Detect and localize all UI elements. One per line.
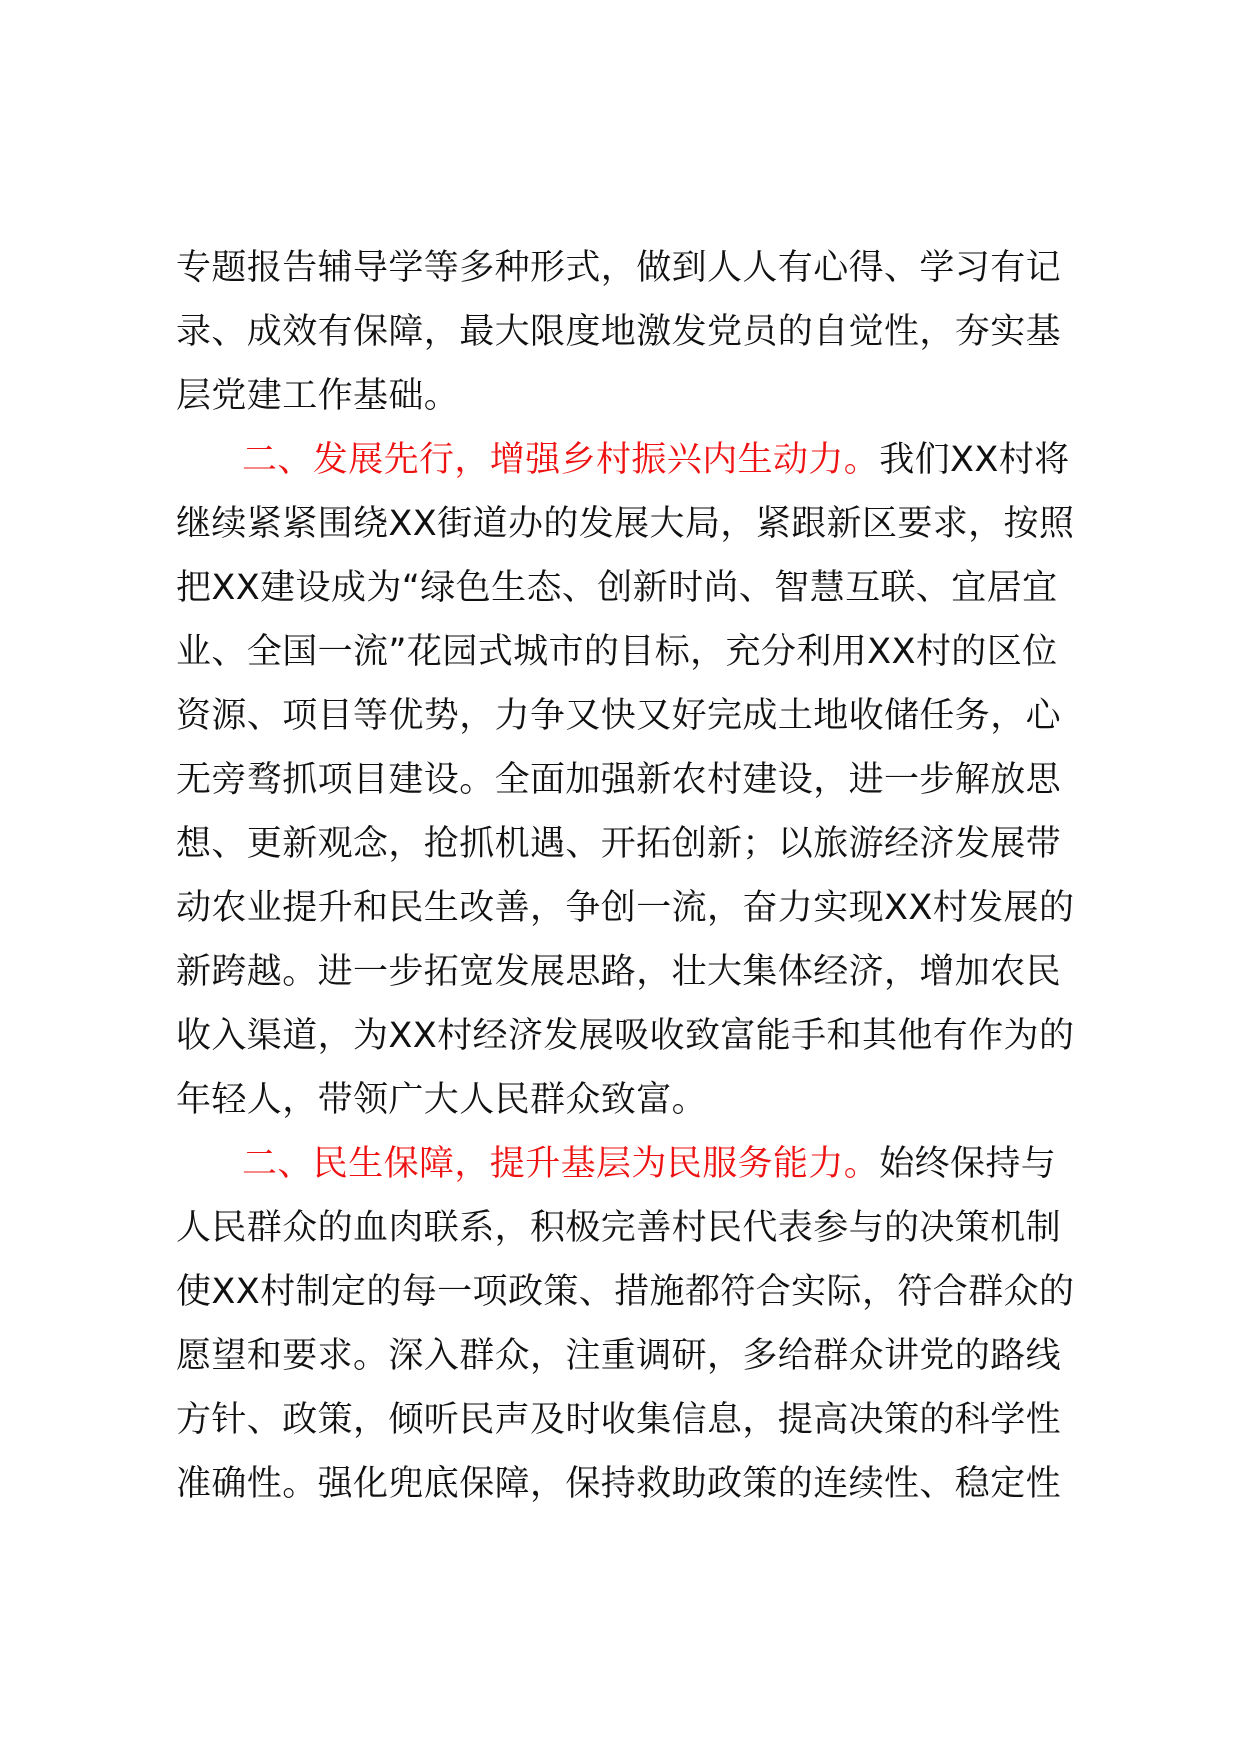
section-heading-line (242, 428, 1096, 492)
body-line: 新跨越。进一步拓宽发展思路，壮大集体经济，增加农民 (176, 952, 1062, 992)
body-line: 录、成效有保障，最大限度地激发党员的自觉性，夯实基 (176, 312, 1062, 352)
body-line: 想、更新观念，抢抓机遇、开拓创新；以旅游经济发展带 (176, 824, 1062, 864)
body-line: 年轻人，带领广大人民群众致富。 (176, 1080, 708, 1120)
section-heading: 二、民生保障，提升基层为民服务能力。 (242, 1144, 880, 1184)
body-line: 资源、项目等优势，力争又快又好完成土地收储任务，心 (176, 696, 1062, 736)
body-line: 使XX村制定的每一项政策、措施都符合实际，符合群众的 (176, 1272, 1075, 1312)
body-line: 继续紧紧围绕XX街道办的发展大局，紧跟新区要求，按照 (176, 504, 1075, 544)
body-text: 始终保持与 (879, 1144, 1057, 1184)
body-line: 愿望和要求。深入群众，注重调研，多给群众讲党的路线 (176, 1336, 1062, 1376)
body-line: 动农业提升和民生改善，争创一流，奋力实现XX村发展的 (176, 888, 1075, 928)
body-line: 人民群众的血肉联系，积极完善村民代表参与的决策机制 (176, 1208, 1062, 1248)
body-text: 我们XX村将 (879, 440, 1070, 480)
body-line: 方针、政策，倾听民声及时收集信息，提高决策的科学性 (176, 1400, 1062, 1440)
body-line: 无旁骛抓项目建设。全面加强新农村建设，进一步解放思 (176, 760, 1062, 800)
section-heading-line (242, 1132, 1096, 1196)
body-line: 业、全国一流”花园式城市的目标，充分利用XX村的区位 (176, 632, 1058, 672)
body-line: 把XX建设成为“绿色生态、创新时尚、智慧互联、宜居宜 (176, 568, 1058, 608)
section-heading: 二、发展先行，增强乡村振兴内生动力。 (242, 440, 880, 480)
body-line: 收入渠道，为XX村经济发展吸收致富能手和其他有作为的 (176, 1016, 1075, 1056)
body-line: 层党建工作基础。 (176, 376, 460, 416)
body-line: 准确性。强化兜底保障，保持救助政策的连续性、稳定性 (176, 1464, 1062, 1504)
body-line: 专题报告辅导学等多种形式，做到人人有心得、学习有记 (176, 248, 1062, 288)
